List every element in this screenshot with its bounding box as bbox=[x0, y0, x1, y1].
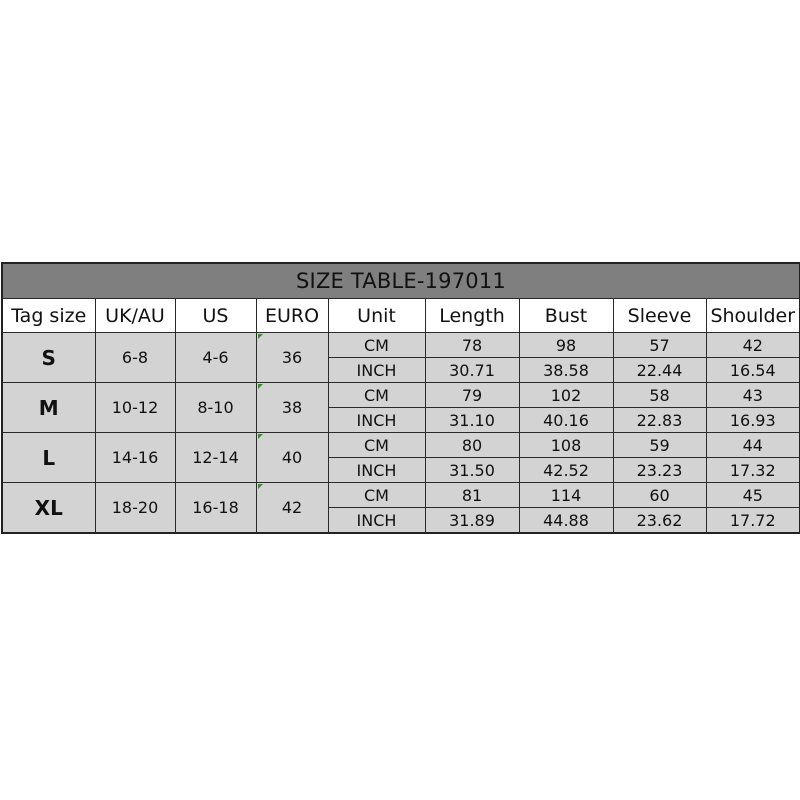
unit-cell: INCH bbox=[328, 408, 425, 433]
header-length: Length bbox=[425, 299, 519, 333]
length-cell: 80 bbox=[425, 433, 519, 458]
shoulder-cell: 17.72 bbox=[706, 508, 800, 534]
uk-au-cell: 6-8 bbox=[95, 333, 175, 383]
euro-cell bbox=[256, 433, 328, 483]
bust-cell: 38.58 bbox=[519, 358, 613, 383]
length-cell: 31.89 bbox=[425, 508, 519, 534]
us-cell: 16-18 bbox=[175, 483, 256, 534]
bust-cell: 40.16 bbox=[519, 408, 613, 433]
shoulder-cell: 44 bbox=[706, 433, 800, 458]
table-row-m-cm bbox=[2, 383, 800, 408]
unit-cell: INCH bbox=[328, 508, 425, 534]
euro-value: 42 bbox=[281, 498, 303, 517]
length-cell: 79 bbox=[425, 383, 519, 408]
uk-au-cell: 10-12 bbox=[95, 383, 175, 433]
header-unit: Unit bbox=[328, 299, 425, 333]
header-euro: EURO bbox=[256, 299, 328, 333]
bust-cell: 98 bbox=[519, 333, 613, 358]
bust-cell: 102 bbox=[519, 383, 613, 408]
corner-mark-icon bbox=[258, 334, 263, 339]
tag-size-cell: XL bbox=[2, 483, 95, 534]
length-cell: 31.50 bbox=[425, 458, 519, 483]
header-shoulder: Shoulder bbox=[706, 299, 800, 333]
sleeve-cell: 23.62 bbox=[613, 508, 706, 534]
euro-cell bbox=[256, 333, 328, 383]
tag-size-cell: L bbox=[2, 433, 95, 483]
unit-cell: CM bbox=[328, 383, 425, 408]
bust-cell: 114 bbox=[519, 483, 613, 508]
shoulder-cell: 45 bbox=[706, 483, 800, 508]
sleeve-cell: 22.83 bbox=[613, 408, 706, 433]
shoulder-cell: 43 bbox=[706, 383, 800, 408]
sleeve-cell: 22.44 bbox=[613, 358, 706, 383]
euro-value: 36 bbox=[281, 348, 303, 367]
sleeve-cell: 57 bbox=[613, 333, 706, 358]
euro-value: 40 bbox=[281, 448, 303, 467]
corner-mark-icon bbox=[258, 434, 263, 439]
shoulder-cell: 16.93 bbox=[706, 408, 800, 433]
sleeve-cell: 60 bbox=[613, 483, 706, 508]
length-cell: 81 bbox=[425, 483, 519, 508]
header-sleeve: Sleeve bbox=[613, 299, 706, 333]
unit-cell: INCH bbox=[328, 458, 425, 483]
uk-au-cell: 18-20 bbox=[95, 483, 175, 534]
euro-cell bbox=[256, 483, 328, 534]
sleeve-cell: 59 bbox=[613, 433, 706, 458]
table-title: SIZE TABLE-197011 bbox=[2, 263, 800, 299]
length-cell: 30.71 bbox=[425, 358, 519, 383]
header-uk-au: UK/AU bbox=[95, 299, 175, 333]
sleeve-cell: 58 bbox=[613, 383, 706, 408]
length-cell: 78 bbox=[425, 333, 519, 358]
header-bust: Bust bbox=[519, 299, 613, 333]
tag-size-cell: M bbox=[2, 383, 95, 433]
header-us: US bbox=[175, 299, 256, 333]
table-row-l-cm bbox=[2, 433, 800, 458]
unit-cell: CM bbox=[328, 433, 425, 458]
corner-mark-icon bbox=[258, 384, 263, 389]
corner-mark-icon bbox=[258, 484, 263, 489]
unit-cell: CM bbox=[328, 333, 425, 358]
us-cell: 8-10 bbox=[175, 383, 256, 433]
euro-cell bbox=[256, 383, 328, 433]
uk-au-cell: 14-16 bbox=[95, 433, 175, 483]
bust-cell: 108 bbox=[519, 433, 613, 458]
length-cell: 31.10 bbox=[425, 408, 519, 433]
title-row bbox=[2, 263, 800, 299]
table-row-s-cm bbox=[2, 333, 800, 358]
table-row-xl-cm bbox=[2, 483, 800, 508]
unit-cell: CM bbox=[328, 483, 425, 508]
us-cell: 12-14 bbox=[175, 433, 256, 483]
euro-value: 38 bbox=[281, 398, 303, 417]
sleeve-cell: 23.23 bbox=[613, 458, 706, 483]
shoulder-cell: 17.32 bbox=[706, 458, 800, 483]
unit-cell: INCH bbox=[328, 358, 425, 383]
header-row bbox=[2, 299, 800, 333]
size-table bbox=[1, 262, 800, 534]
bust-cell: 44.88 bbox=[519, 508, 613, 534]
shoulder-cell: 42 bbox=[706, 333, 800, 358]
header-tag-size: Tag size bbox=[2, 299, 95, 333]
tag-size-cell: S bbox=[2, 333, 95, 383]
shoulder-cell: 16.54 bbox=[706, 358, 800, 383]
bust-cell: 42.52 bbox=[519, 458, 613, 483]
us-cell: 4-6 bbox=[175, 333, 256, 383]
